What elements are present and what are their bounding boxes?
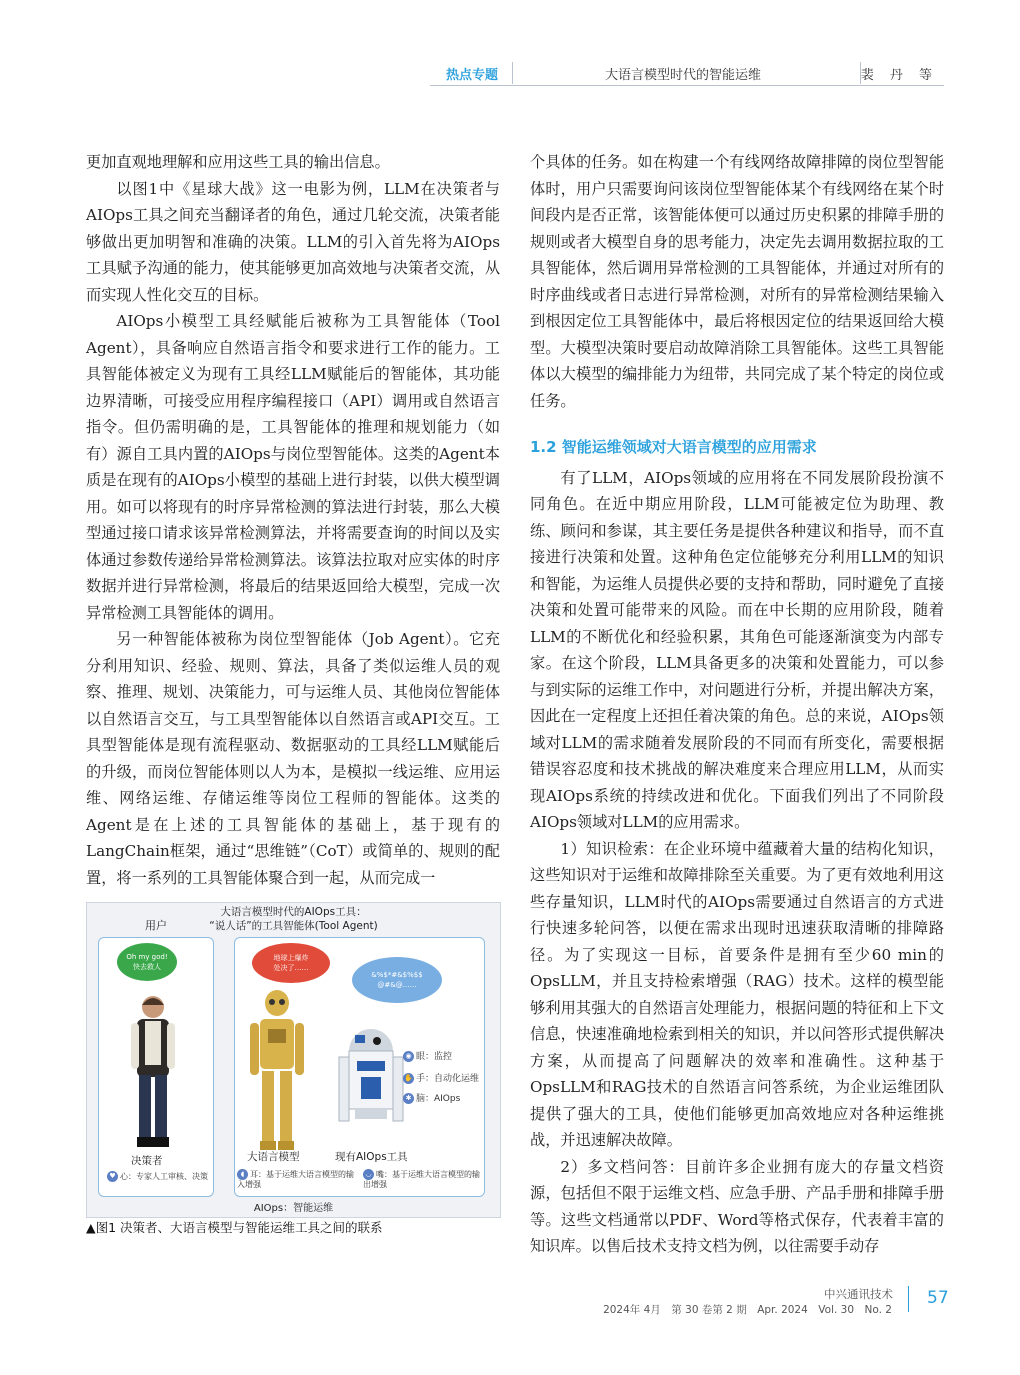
paragraph: 更加直观地理解和应用这些工具的输出信息。 [86, 153, 390, 171]
figure-bottom-label: AIOps：智能运维 [253, 1203, 334, 1214]
paragraph: 2）多文档问答：目前许多企业拥有庞大的存量文档资源，包括但不限于运维文档、应急手册、产品手册和排障手册等。这些文档通常以PDF、Word等格式保存，代表着丰富的知识库。以售后技术支持文档为例，以往需要手动存 [530, 1157, 944, 1255]
right-column [530, 149, 944, 1260]
paragraph: AIOps小模型工具经赋能后被称为工具智能体（Tool Agent），具备响应自然语言指令和要求进行工作的能力。工具智能体被定义为现有工具经LLM赋能后的智能体，其功能边界清晰，可接受应用程序编程接口（API）调用或自然语言指令。但仍需明确的是，工具智能体的推理和规划能力（如有）源自工具内置的AIOps与岗位型智能体。这类的Agent本质是在现有的AIOps小模型的基础上进行封装，以供大模型调用。如可以将现有的时序异常检测的算法进行封装，那么大模型通过接口请求该异常检测算法，并将需要查询的时间以及实体通过参数传递给异常检测算法。该算法拉取对应实体的时序数据并进行异常检测，将最后的结果返回给大模型，完成一次异常检测工具智能体的调用。 [86, 312, 500, 622]
llm-robot-figure [242, 989, 312, 1154]
page-number: 57 [927, 1288, 949, 1308]
user-label: 用户 [145, 919, 167, 932]
ear-note [237, 1169, 361, 1190]
figure-title-line: 大语言模型时代的AIOps工具： [220, 906, 367, 918]
footer-journal: 中兴通讯技术 [824, 1287, 893, 1301]
hand-function [403, 1071, 479, 1084]
header-section: 热点专题 [446, 68, 499, 83]
footer-divider [908, 1286, 909, 1312]
paragraph: 以图1中《星球大战》这一电影为例，LLM在决策者与AIOps工具之间充当翻译者的角色，通过几轮交流，决策者能够做出更加明智和准确的决策。LLM的引入首先将为AIOps工具赋予沟通的能力，使其能够更加高效地与决策者交流，从而实现人性化交互的目标。 [86, 179, 500, 304]
paragraph: 有了LLM，AIOps领域的应用将在不同发展阶段扮演不同角色。在近中期应用阶段，LLM可能被定位为助理、教练、顾问和参谋，其主要任务是提供各种建议和指导，而不直接进行决策和处置。这种角色定位能够充分利用LLM的知识和智能，为运维人员提供必要的支持和帮助，同时避免了直接决策和处置可能带来的风险。而在中长期的应用阶段，随着LLM的不断优化和经验积累，其角色可能逐渐演变为内部专家。在这个阶段，LLM具备更多的决策和处置能力，可以参与到实际的运维工作中，对问题进行分析，并提出解决方案，因此在一定程度上还担任着决策的角色。总的来说，AIOps领域对LLM的需求随着发展阶段的不同而有所变化，需要根据错误容忍度和技术挑战的解决难度来合理应用LLM，从而实现AIOps系统的持续改进和优化。下面我们列出了不同阶段AIOps领域对LLM的应用需求。 [530, 468, 944, 831]
mouth-note-text: 嘴：基于运维大语言模型的输出增强 [363, 1170, 480, 1189]
heart-icon: ♥ [107, 1171, 118, 1182]
paragraph: 1）知识检索：在企业环境中蕴藏着大量的结构化知识，这些知识对于运维和故障排除至关重要。为了更有效地利用这些存量知识，LLM时代的AIOps需要通过自然语言的方式进行快速多轮问答，以便在需求出现时迅速获取清晰的排障路径。为了实现这一目标，首要条件是拥有至少60 min的OpsLLM，并且支持检索增强（RAG）技术。这样的模型能够利用其强大的自然语言处理能力，根据问题的特征和上下文信息，快速准确地检索到相关的知识，并以问答形式提供解决方案，从而提高了问题解决的效率和准确性。这种基于OpsLLM和RAG技术的自然语言问答系统，为企业运维团队提供了强大的工具，使他们能够更加高效地应对各种运维挑战，并迅速解决故障。 [530, 839, 944, 1149]
paragraph: 个具体的任务。如在构建一个有线网络故障排障的岗位型智能体时，用户只需要询问该岗位型智能体某个有线网络在某个时间段内是否正常，该智能体便可以通过历史积累的排障手册的规则或者大模型自身的思考能力，决定先去调用数据拉取的工具智能体，然后调用异常检测的工具智能体，并通过对所有的时序曲线或者日志进行异常检测，对所有的异常检测结果输入到根因定位工具智能体中，最后将根因定位的结果返回给大模型。大模型决策时要启动故障消除工具智能体。这些工具智能体以大模型的编排能力为纽带，共同完成了某个特定的岗位或任务。 [530, 153, 944, 410]
brain-function [403, 1091, 460, 1104]
hand-function-label: 手：自动化运维 [416, 1074, 480, 1084]
speech-bubble-user: Oh my god! 快去救人 [117, 943, 177, 981]
llm-label: 大语言模型 [247, 1151, 300, 1163]
section-heading: 1.2 智能运维领域对大语言模型的应用需求 [530, 438, 817, 456]
paragraph: 另一种智能体被称为岗位型智能体（Job Agent）。它充分利用知识、经验、规则、算法，具备了类似运维人员的观察、推理、规划、决策能力，可与运维人员、其他岗位智能体以自然语言交互，与工具型智能体以自然语言或API交互。工具型智能体是现有流程驱动、数据驱动的工具经LLM赋能后的升级，而岗位智能体则以人为本，是模拟一线运维、应用运维、网络运维、存储运维等岗位工程师的智能体。这类的Agent是在上述的工具智能体的基础上，基于现有的LangChain框架，通过“思维链”（CoT）或简单的、规则的配置，将一系列的工具智能体聚合到一起，从而完成一 [86, 630, 500, 887]
figure-title-line: “说人话”的工具智能体(Tool Agent) [209, 920, 378, 932]
heart-note [107, 1171, 211, 1182]
decision-maker-figure [123, 991, 183, 1151]
mouth-note [363, 1169, 481, 1190]
ear-icon: ◖ [237, 1169, 248, 1180]
brain-function-label: 脑：AIOps [416, 1094, 461, 1104]
eye-function [403, 1049, 452, 1062]
footer-issue: 2024年 4月 第 30 卷第 2 期 Apr. 2024 Vol. 30 No. 2 [603, 1304, 892, 1316]
header-authors: 裴 丹 等 [860, 68, 938, 83]
decision-maker-label: 决策者 [131, 1155, 163, 1167]
hand-icon: ✋ [404, 1074, 413, 1082]
heart-note-text: 心：专家人工审核、决策 [120, 1172, 208, 1181]
figure-1 [86, 902, 501, 1218]
page-header [430, 58, 944, 86]
speech-bubble-tool: &%$*#&$%$$ @#&@…… [352, 957, 442, 1003]
header-rule [430, 85, 944, 86]
eye-icon: ◉ [403, 1051, 414, 1062]
brain-icon: ✱ [403, 1093, 414, 1104]
eye-function-label: 眼：监控 [416, 1052, 453, 1062]
mouth-icon: ◡ [363, 1169, 374, 1180]
left-column [86, 149, 500, 891]
figure-caption: ▲图1 决策者、大语言模型与智能运维工具之间的联系 [86, 1220, 383, 1235]
ear-note-text: 耳：基于运维大语言模型的输入增强 [237, 1170, 354, 1189]
tool-robot-figure [337, 1021, 405, 1131]
tools-label: 现有AIOps工具 [335, 1151, 408, 1163]
speech-bubble-llm: 地球上爆炸 处决了…… [252, 943, 330, 983]
header-title: 大语言模型时代的智能运维 [605, 68, 762, 83]
header-divider [512, 62, 513, 84]
